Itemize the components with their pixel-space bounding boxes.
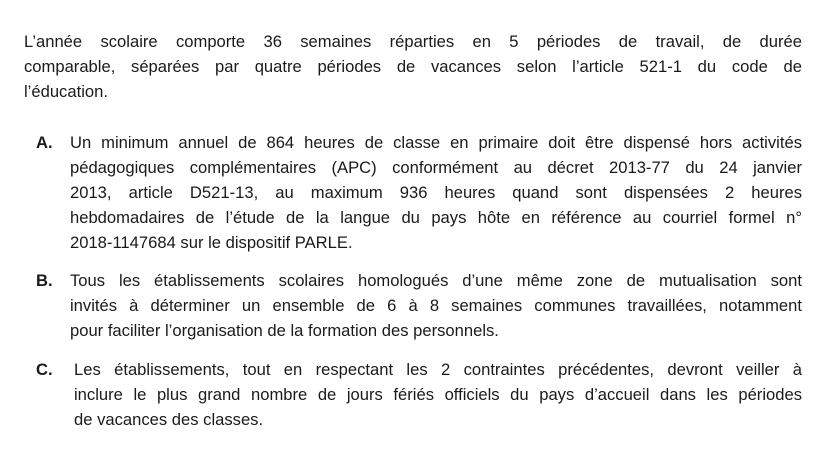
list-item-letter: B. bbox=[36, 271, 53, 290]
intro-line: L’année scolaire comporte 36 semaines réparties en 5 périodes de travail, de durée bbox=[24, 32, 802, 51]
list-item-line: Un minimum annuel de 864 heures de classe en primaire doit être dispensé hors activités bbox=[70, 133, 802, 152]
list-item-line: Tous les établissements scolaires homologués d’une même zone de mutualisation sont bbox=[70, 271, 802, 290]
list-item-line: 2013, article D521-13, au maximum 936 heures quand sont dispensées 2 heures bbox=[70, 183, 802, 202]
list-item-text bbox=[70, 268, 802, 343]
list-item-line: Les établissements, tout en respectant les 2 contraintes précédentes, devront veiller à bbox=[74, 360, 802, 379]
list-item-line: pour faciliter l’organisation de la formation des personnels. bbox=[70, 321, 499, 340]
list-item-line: pédagogiques complémentaires (APC) conformément au décret 2013-77 du 24 janvier bbox=[70, 158, 802, 177]
list-item-letter: A. bbox=[36, 133, 53, 152]
list-item-line: inclure le plus grand nombre de jours fériés officiels du pays d’accueil dans les périodes bbox=[74, 385, 802, 404]
list-item-line: de vacances des classes. bbox=[74, 410, 264, 429]
list-item-line: 2018-1147684 sur le dispositif PARLE. bbox=[70, 233, 353, 252]
list-item-text bbox=[74, 357, 802, 432]
intro-line: comparable, séparées par quatre périodes de vacances selon l’article 521-1 du code de bbox=[24, 57, 802, 76]
list-item-text bbox=[70, 130, 802, 255]
intro-paragraph bbox=[24, 29, 802, 104]
list-item-line: invités à déterminer un ensemble de 6 à 8 semaines communes travaillées, notamment bbox=[70, 296, 802, 315]
list-item-letter: C. bbox=[36, 360, 53, 379]
list-item-line: hebdomadaires de l’étude de la langue du pays hôte en référence au courriel formel n° bbox=[70, 208, 802, 227]
intro-line: l’éducation. bbox=[24, 82, 108, 101]
